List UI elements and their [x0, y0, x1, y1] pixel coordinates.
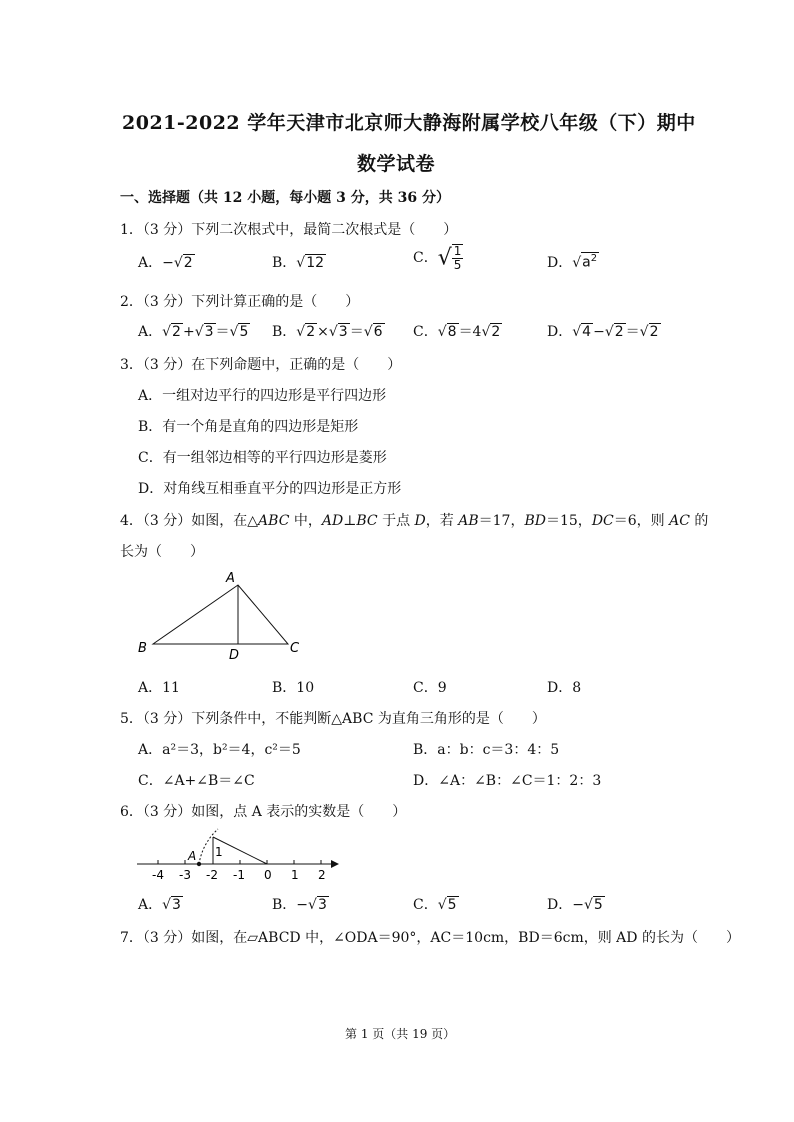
triangle-abc — [153, 585, 288, 644]
section-heading: 一、选择题（共 12 小题，每小题 3 分，共 36 分） — [120, 190, 450, 206]
question-6-stem: 6．（3 分）如图，点 A 表示的实数是（ ） — [120, 804, 407, 820]
question-4-stem: 4．（3 分）如图，在△ABC 中，AD⊥BC 于点 D，若 AB＝17，BD＝15，DC＝6，则 AC 的 — [120, 513, 709, 529]
tick-label-1: 1 — [291, 868, 299, 882]
question-4-option-b: B．10 — [272, 680, 315, 696]
question-1-stem: 1．（3 分）下列二次根式中，最简二次根式是（ ） — [120, 222, 458, 238]
question-3-option-a: A．一组对边平行的四边形是平行四边形 — [138, 388, 387, 404]
tick-label-0: 0 — [264, 868, 272, 882]
question-6-option-c: C．√5 — [413, 897, 457, 913]
question-5-option-a: A．a²＝3，b²＝4，c²＝5 — [138, 742, 301, 758]
question-5-stem: 5．（3 分）下列条件中，不能判断△ABC 为直角三角形的是（ ） — [120, 711, 546, 727]
question-6-option-d: D．−√5 — [547, 897, 603, 913]
question-5-option-d: D．∠A：∠B：∠C＝1：2：3 — [413, 773, 602, 789]
label-c: C — [290, 641, 300, 656]
tick-label-neg1: -1 — [233, 868, 245, 882]
question-1-option-d: D．$√a^2$ — [547, 253, 598, 271]
title-line-1: 2021-2022 学年天津市北京师大静海附属学校八年级（下）期中 — [122, 112, 696, 134]
question-4-option-d: D．8 — [547, 680, 582, 696]
question-4-stem-line-2: 长为（ ） — [120, 544, 204, 560]
number-line-figure — [135, 824, 345, 886]
question-5-option-c: C．∠A+∠B＝∠C — [138, 773, 255, 789]
page-footer: 第 1 页（共 19 页） — [345, 1027, 456, 1041]
label-a: A — [226, 571, 235, 586]
question-2-stem: 2．（3 分）下列计算正确的是（ ） — [120, 294, 360, 310]
number-line-arrow — [331, 860, 339, 868]
tick-label-neg2: -2 — [206, 868, 218, 882]
question-1-option-c: C．√ $\frac{1}{5}$ — [413, 244, 462, 273]
question-2-option-d: D．√4 −√2 ＝√2 — [547, 324, 659, 340]
question-4-option-a: A．11 — [138, 680, 180, 696]
question-2-option-b: B．√2 ×√3 ＝√6 — [272, 324, 383, 340]
tick-label-2: 2 — [318, 868, 326, 882]
question-4-option-c: C．9 — [413, 680, 447, 696]
question-2-option-c: C．√8 ＝4√2 — [413, 324, 501, 340]
height-label: 1 — [215, 845, 223, 859]
question-6-option-b: B．−√3 — [272, 897, 327, 913]
triangle-figure — [130, 565, 310, 665]
question-6-option-a: A．√3 — [138, 897, 181, 913]
question-1-option-a: A．−√2 — [138, 255, 193, 271]
question-3-option-d: D．对角线互相垂直平分的四边形是正方形 — [138, 481, 402, 497]
question-3-option-b: B．有一个角是直角的四边形是矩形 — [138, 419, 359, 435]
question-2-option-a: A．√2 +√3 ＝√5 — [138, 324, 249, 340]
point-a-dot — [197, 862, 201, 866]
point-a-label: A — [188, 849, 197, 863]
label-d: D — [229, 648, 240, 663]
tick-label-neg4: -4 — [152, 868, 164, 882]
tick-label-neg3: -3 — [179, 868, 191, 882]
title-line-2: 数学试卷 — [357, 153, 436, 175]
question-7-stem: 7．（3 分）如图，在▱ABCD 中，∠ODA＝90°，AC＝10cm，BD＝6cm，则 AD 的长为（ ） — [120, 930, 740, 946]
question-5-option-b: B．a：b：c＝3：4：5 — [413, 742, 560, 758]
label-b: B — [138, 641, 147, 656]
question-3-option-c: C．有一组邻边相等的平行四边形是菱形 — [138, 450, 387, 466]
question-3-stem: 3．（3 分）在下列命题中，正确的是（ ） — [120, 357, 402, 373]
number-line-ticks — [158, 860, 321, 864]
question-1-option-b: B．√12 — [272, 255, 325, 271]
